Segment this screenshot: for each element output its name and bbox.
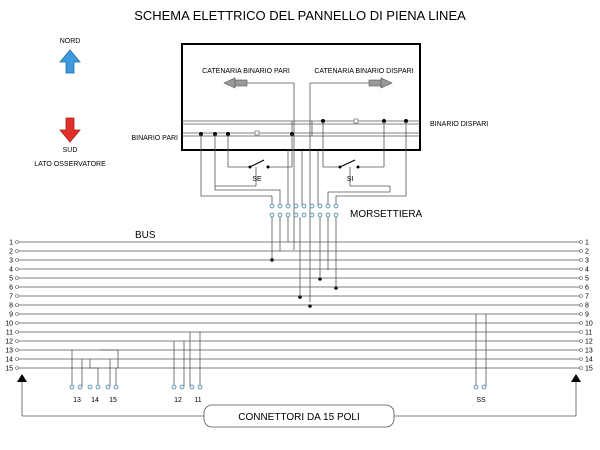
catenaria-dispari-arrow-icon (369, 78, 392, 88)
bus-left-14: 14 (5, 356, 13, 364)
bus-right-12: 12 (585, 338, 593, 346)
left-connector-arrow-icon (17, 374, 27, 416)
bus-right-5: 5 (585, 275, 589, 283)
bus-right-2: 2 (585, 248, 589, 256)
bus-right-1: 1 (585, 239, 589, 247)
bus-left-7: 7 (9, 293, 13, 301)
south-label: SUD (62, 147, 78, 154)
right-connector-arrow-icon (571, 374, 581, 416)
bus-right-13: 13 (585, 347, 593, 355)
switch-si (323, 121, 390, 186)
catenaria-dispari-label: CATENARIA BINARIO DISPARI (314, 68, 414, 75)
bus-left-3: 3 (9, 257, 13, 265)
bus-right-15: 15 (585, 365, 593, 373)
bus-right-7: 7 (585, 293, 589, 301)
tap-label-15: 15 (109, 397, 117, 404)
bus-left-12: 12 (5, 338, 13, 346)
north-arrow-icon (60, 50, 80, 73)
binario-dispari-label: BINARIO DISPARI (430, 121, 489, 128)
bus-right-14: 14 (585, 356, 593, 364)
observer-label: LATO OSSERVATORE (34, 161, 106, 168)
north-label: NORD (59, 38, 81, 45)
bus-left-6: 6 (9, 284, 13, 292)
bus-right-10: 10 (585, 320, 593, 328)
bus-right-4: 4 (585, 266, 589, 274)
bus-lines (18, 242, 580, 368)
terminal-block-label: MORSETTIERA (350, 209, 423, 220)
bus-left-2: 2 (9, 248, 13, 256)
bus-right-9: 9 (585, 311, 589, 319)
bus-left-8: 8 (9, 302, 13, 310)
bus-left-1: 1 (9, 239, 13, 247)
tap-label-14: 14 (91, 397, 99, 404)
bus-right-11: 11 (585, 329, 593, 337)
bus-right-8: 8 (585, 302, 589, 310)
bus-left-11: 11 (5, 329, 13, 337)
diagram-title: SCHEMA ELETTRICO DEL PANNELLO DI PIENA LINEA (134, 8, 466, 23)
bus-left-10: 10 (5, 320, 13, 328)
bus-label: BUS (135, 230, 156, 241)
tap-label-11: 11 (194, 397, 202, 404)
binario-pari-label: BINARIO PARI (131, 135, 178, 142)
tap-label-12: 12 (174, 397, 182, 404)
switch-si-label: SI (346, 176, 354, 183)
bus-left-15: 15 (5, 365, 13, 373)
tap-label-13: 13 (73, 397, 81, 404)
bus-left-4: 4 (9, 266, 13, 274)
catenaria-pari-arrow-icon (224, 78, 247, 88)
bus-left-13: 13 (5, 347, 13, 355)
bus-left-5: 5 (9, 275, 13, 283)
catenaria-pari-label: CATENARIA BINARIO PARI (202, 68, 290, 75)
bus-right-6: 6 (585, 284, 589, 292)
connector-label: CONNETTORI DA 15 POLI (238, 412, 360, 423)
bus-right-3: 3 (585, 257, 589, 265)
south-arrow-icon (60, 118, 80, 142)
terminal-block (270, 204, 338, 217)
tap-label-ss: SS (476, 397, 486, 404)
switch-se-label: SE (252, 176, 262, 183)
bus-left-9: 9 (9, 311, 13, 319)
connector-taps (70, 385, 486, 389)
